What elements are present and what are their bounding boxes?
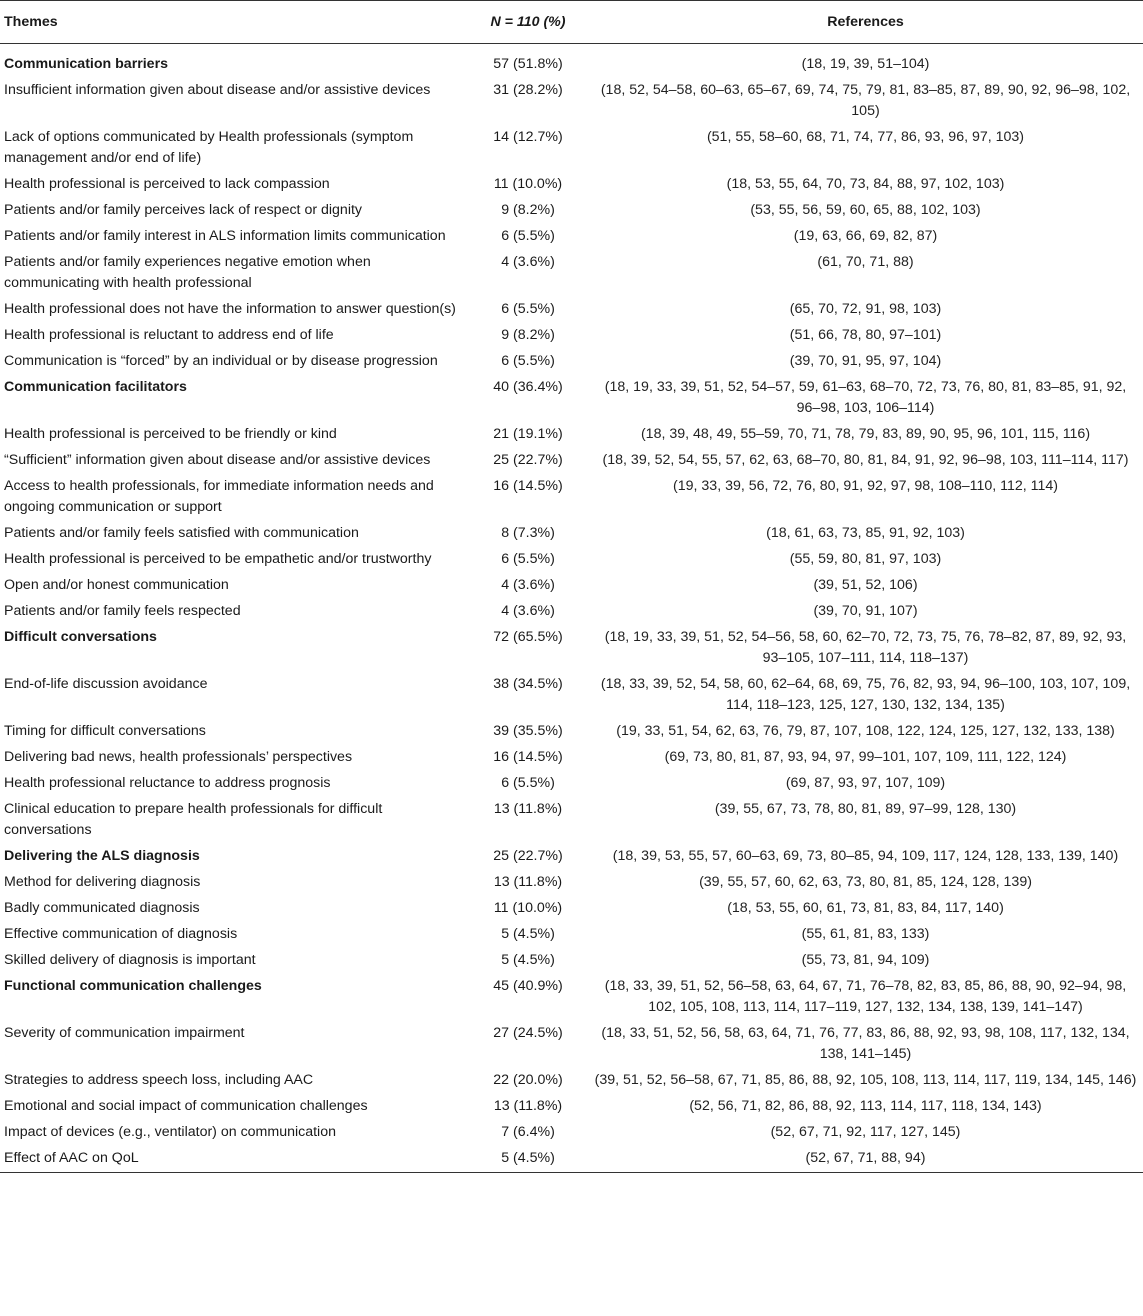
theme-label: Health professional is perceived to be friendly or kind <box>4 426 337 442</box>
theme-count: 38 (34.5%) <box>493 676 563 692</box>
theme-label: Skilled delivery of diagnosis is important <box>4 952 256 968</box>
theme-count: 14 (12.7%) <box>493 129 563 145</box>
theme-count: 4 (3.6%) <box>501 254 555 270</box>
theme-count: 72 (65.5%) <box>493 629 563 645</box>
theme-label: Lack of options communicated by Health professionals (symptom management and/or end of life) <box>4 129 414 166</box>
theme-group-row <box>0 974 1143 1021</box>
theme-references: (52, 67, 71, 88, 94) <box>588 1146 1143 1173</box>
theme-references: (69, 87, 93, 97, 107, 109) <box>785 775 946 791</box>
theme-count: 13 (11.8%) <box>493 874 563 890</box>
theme-count: 57 (51.8%) <box>493 56 563 72</box>
theme-references: (18, 39, 48, 49, 55–59, 70, 71, 78, 79, 83, 89, 90, 95, 96, 101, 115, 116) <box>640 426 1091 442</box>
table-row <box>0 573 1143 599</box>
table-row <box>0 172 1143 198</box>
table-row <box>0 297 1143 323</box>
theme-references: (39, 55, 67, 73, 78, 80, 81, 89, 97–99, 128, 130) <box>714 801 1017 817</box>
table-row <box>0 948 1143 974</box>
theme-count: 5 (4.5%) <box>468 1146 588 1173</box>
theme-references: (51, 55, 58–60, 68, 71, 74, 77, 86, 93, 96, 97, 103) <box>706 129 1025 145</box>
table-body <box>0 44 1143 1173</box>
theme-count: 9 (8.2%) <box>501 327 555 343</box>
theme-count: 13 (11.8%) <box>493 801 563 817</box>
theme-references: (18, 53, 55, 60, 61, 73, 81, 83, 84, 117, 140) <box>727 900 1004 916</box>
theme-count: 5 (4.5%) <box>501 926 555 942</box>
theme-references: (18, 53, 55, 64, 70, 73, 84, 88, 97, 102, 103) <box>726 176 1005 192</box>
table-row <box>0 422 1143 448</box>
theme-label: Impact of devices (e.g., ventilator) on communication <box>4 1124 336 1140</box>
header-n <box>468 1 588 44</box>
table-row <box>0 1146 1143 1173</box>
theme-references: (55, 61, 81, 83, 133) <box>801 926 930 942</box>
theme-label: Badly communicated diagnosis <box>4 900 200 916</box>
theme-count: 40 (36.4%) <box>493 379 563 395</box>
table-row <box>0 125 1143 172</box>
theme-count: 6 (5.5%) <box>501 301 555 317</box>
theme-count: 16 (14.5%) <box>493 749 563 765</box>
theme-references: (39, 70, 91, 107) <box>813 603 918 619</box>
theme-count: 8 (7.3%) <box>501 525 555 541</box>
theme-group-row <box>0 44 1143 79</box>
header-n-label: N = 110 (%) <box>490 14 566 30</box>
table-row <box>0 349 1143 375</box>
theme-label: Health professional reluctance to address prognosis <box>4 775 331 791</box>
theme-label: Strategies to address speech loss, including AAC <box>4 1072 314 1088</box>
table-row <box>0 1094 1143 1120</box>
theme-group-row <box>0 844 1143 870</box>
table-row <box>0 474 1143 521</box>
theme-references: (18, 52, 54–58, 60–63, 65–67, 69, 74, 75, 79, 81, 83–85, 87, 89, 90, 92, 96–98, 102, 105) <box>600 82 1131 119</box>
table-row <box>0 198 1143 224</box>
table-row <box>0 1120 1143 1146</box>
table-row <box>0 922 1143 948</box>
theme-references: (53, 55, 56, 59, 60, 65, 88, 102, 103) <box>750 202 981 218</box>
table-row <box>0 797 1143 844</box>
table-row <box>0 870 1143 896</box>
theme-label: Patients and/or family feels satisfied with communication <box>4 525 359 541</box>
theme-label: Communication is “forced” by an individual or by disease progression <box>4 353 438 369</box>
theme-count: 6 (5.5%) <box>501 353 555 369</box>
theme-count: 39 (35.5%) <box>493 723 563 739</box>
table-row <box>0 448 1143 474</box>
theme-count: 25 (22.7%) <box>493 848 563 864</box>
theme-count: 4 (3.6%) <box>501 603 555 619</box>
theme-references: (65, 70, 72, 91, 98, 103) <box>789 301 942 317</box>
theme-count: 22 (20.0%) <box>493 1072 563 1088</box>
theme-count: 4 (3.6%) <box>501 577 555 593</box>
theme-label: Effective communication of diagnosis <box>4 926 238 942</box>
theme-references: (52, 67, 71, 92, 117, 127, 145) <box>770 1124 961 1140</box>
theme-group-row <box>0 625 1143 672</box>
theme-references: (55, 59, 80, 81, 97, 103) <box>789 551 942 567</box>
theme-references: (18, 39, 53, 55, 57, 60–63, 69, 73, 80–85, 94, 109, 117, 124, 128, 133, 139, 140) <box>612 848 1119 864</box>
theme-label: Health professional is perceived to lack compassion <box>4 176 330 192</box>
theme-group-label: Communication facilitators <box>4 379 187 395</box>
table-row <box>0 224 1143 250</box>
theme-references: (19, 33, 51, 54, 62, 63, 76, 79, 87, 107, 108, 122, 124, 125, 127, 132, 133, 138) <box>616 723 1115 739</box>
theme-count: 7 (6.4%) <box>501 1124 555 1140</box>
theme-references: (18, 19, 39, 51–104) <box>801 56 930 72</box>
theme-group-label: Difficult conversations <box>4 629 157 645</box>
theme-references: (18, 39, 52, 54, 55, 57, 62, 63, 68–70, 80, 81, 84, 91, 92, 96–98, 103, 111–114, 117) <box>602 452 1129 468</box>
theme-label: “Sufficient” information given about disease and/or assistive devices <box>4 452 431 468</box>
theme-count: 11 (10.0%) <box>493 176 563 192</box>
theme-label: Access to health professionals, for immediate information needs and ongoing communication or support <box>4 478 434 515</box>
theme-count: 6 (5.5%) <box>501 228 555 244</box>
header-row <box>0 1 1143 44</box>
theme-references: (19, 63, 66, 69, 82, 87) <box>793 228 938 244</box>
table-row <box>0 250 1143 297</box>
theme-group-row <box>0 375 1143 422</box>
theme-count: 13 (11.8%) <box>493 1098 563 1114</box>
theme-references: (55, 73, 81, 94, 109) <box>801 952 930 968</box>
theme-label: End-of-life discussion avoidance <box>4 676 208 692</box>
theme-label: Patients and/or family experiences negative emotion when communicating with health professional <box>4 254 371 291</box>
theme-group-label: Delivering the ALS diagnosis <box>4 848 200 864</box>
theme-label: Clinical education to prepare health professionals for difficult conversations <box>4 801 383 838</box>
theme-references: (18, 33, 39, 52, 54, 58, 60, 62–64, 68, 69, 75, 76, 82, 93, 94, 96–100, 103, 107, 109, 114, 118–123, 125, 127, 130, 132, 134, 135) <box>600 676 1131 713</box>
theme-label: Effect of AAC on QoL <box>0 1146 468 1173</box>
theme-references: (39, 55, 57, 60, 62, 63, 73, 80, 81, 85, 124, 128, 139) <box>699 874 1032 890</box>
theme-count: 9 (8.2%) <box>501 202 555 218</box>
theme-references: (51, 66, 78, 80, 97–101) <box>789 327 942 343</box>
theme-group-label: Functional communication challenges <box>4 978 262 994</box>
theme-references: (39, 51, 52, 106) <box>813 577 918 593</box>
theme-references: (39, 70, 91, 95, 97, 104) <box>789 353 942 369</box>
theme-label: Method for delivering diagnosis <box>4 874 201 890</box>
theme-references: (18, 19, 33, 39, 51, 52, 54–56, 58, 60, 62–70, 72, 73, 75, 76, 78–82, 87, 89, 92, 93, 93–105, 107–111, 114, 118–137) <box>604 629 1127 666</box>
theme-references: (18, 33, 51, 52, 56, 58, 63, 64, 71, 76, 77, 83, 86, 88, 92, 93, 98, 108, 117, 132, 134, 138, 141–145) <box>601 1025 1130 1062</box>
theme-label: Emotional and social impact of communication challenges <box>4 1098 368 1114</box>
theme-label: Patients and/or family perceives lack of respect or dignity <box>4 202 363 218</box>
theme-count: 45 (40.9%) <box>493 978 563 994</box>
theme-count: 6 (5.5%) <box>501 551 555 567</box>
theme-count: 25 (22.7%) <box>493 452 563 468</box>
table-row <box>0 1068 1143 1094</box>
table-row <box>0 547 1143 573</box>
table-row <box>0 78 1143 125</box>
theme-label: Health professional is perceived to be empathetic and/or trustworthy <box>4 551 432 567</box>
theme-label: Patients and/or family feels respected <box>4 603 241 619</box>
table-row <box>0 896 1143 922</box>
theme-count: 16 (14.5%) <box>493 478 563 494</box>
table-row <box>0 599 1143 625</box>
theme-label: Delivering bad news, health professionals’ perspectives <box>4 749 353 765</box>
theme-count: 11 (10.0%) <box>493 900 563 916</box>
theme-references: (18, 33, 39, 51, 52, 56–58, 63, 64, 67, 71, 76–78, 82, 83, 85, 86, 88, 90, 92–94, 98, 102, 105, 108, 113, 114, 117–119, 127, 132, 134, 138, 139, 141–147) <box>604 978 1127 1015</box>
theme-label: Timing for difficult conversations <box>4 723 206 739</box>
theme-count: 31 (28.2%) <box>493 82 563 98</box>
theme-count: 5 (4.5%) <box>501 952 555 968</box>
header-themes: Themes <box>0 1 468 44</box>
theme-references: (69, 73, 80, 81, 87, 93, 94, 97, 99–101, 107, 109, 111, 122, 124) <box>664 749 1067 765</box>
table-row <box>0 323 1143 349</box>
table-row <box>0 521 1143 547</box>
table-row <box>0 745 1143 771</box>
theme-references: (19, 33, 39, 56, 72, 76, 80, 91, 92, 97, 98, 108–110, 112, 114) <box>673 478 1058 494</box>
theme-label: Open and/or honest communication <box>4 577 229 593</box>
table-row <box>0 1021 1143 1068</box>
theme-references: (39, 51, 52, 56–58, 67, 71, 85, 86, 88, 92, 105, 108, 113, 114, 117, 119, 134, 145, 146) <box>594 1072 1137 1088</box>
theme-label: Severity of communication impairment <box>4 1025 245 1041</box>
table-row <box>0 719 1143 745</box>
table-row <box>0 672 1143 719</box>
theme-references: (52, 56, 71, 82, 86, 88, 92, 113, 114, 117, 118, 134, 143) <box>689 1098 1042 1114</box>
theme-label: Health professional is reluctant to address end of life <box>4 327 334 343</box>
theme-label: Patients and/or family interest in ALS information limits communication <box>4 228 446 244</box>
theme-count: 27 (24.5%) <box>493 1025 563 1041</box>
theme-label: Insufficient information given about disease and/or assistive devices <box>4 82 431 98</box>
theme-group-label: Communication barriers <box>4 56 168 72</box>
theme-count: 21 (19.1%) <box>493 426 563 442</box>
table-row <box>0 771 1143 797</box>
theme-references: (61, 70, 71, 88) <box>817 254 914 270</box>
theme-references: (18, 19, 33, 39, 51, 52, 54–57, 59, 61–63, 68–70, 72, 73, 76, 80, 81, 83–85, 91, 92, 96–98, 103, 106–114) <box>604 379 1127 416</box>
header-references: References <box>588 1 1143 44</box>
theme-references: (18, 61, 63, 73, 85, 91, 92, 103) <box>766 525 965 541</box>
theme-label: Health professional does not have the information to answer question(s) <box>4 301 456 317</box>
theme-count: 6 (5.5%) <box>501 775 555 791</box>
